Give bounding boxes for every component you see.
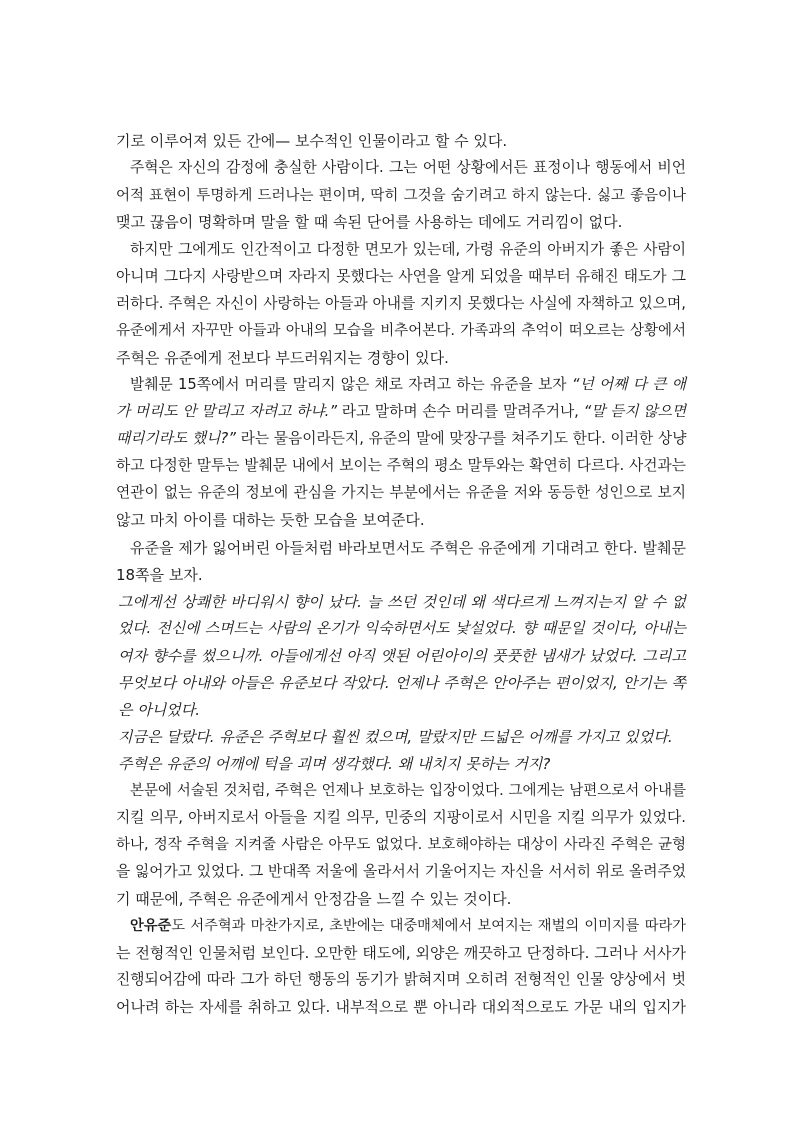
excerpt-line [118, 592, 686, 612]
text-line [116, 997, 686, 1017]
text-run: 기로 이루어져 있든 간에— 보수적인 인물이라고 할 수 있다. [116, 132, 508, 150]
text-line [130, 158, 686, 178]
text-run: 지금은 달랐다. 유준은 주혁보다 훨씬 컸으며, 말랐지만 드넓은 어깨를 가지고 있었다. [118, 728, 673, 746]
text-run: 어나려 하는 자세를 취하고 있다. 내부적으로 뿐 아니라 대외적으로도 가문 내의 입지가 [116, 998, 686, 1016]
text-run: 본문에 서술된 것처럼, 주혁은 언제나 보호하는 입장이었다. 그에게는 남편으로서 아내를 [130, 783, 686, 799]
text-run: 18쪽을 보자. [116, 566, 203, 584]
text-line [116, 835, 686, 855]
excerpt-line [118, 754, 686, 774]
text-line [130, 538, 686, 558]
text-run: 않고 마치 아이를 대하는 듯한 모습을 보여준다. [116, 511, 425, 529]
text-line [116, 808, 686, 828]
text-run: 발췌문 15쪽에서 머리를 말리지 않은 채로 자려고 하는 유준을 보자 [130, 376, 572, 393]
text-line [116, 456, 686, 476]
text-run: 어적 표현이 투명하게 드러나는 편이며, 딱히 그것을 숨기려고 하지 않는다. 싫고 좋음이나 [116, 188, 686, 204]
quoted-dialogue: “말 듣지 않으면 [583, 403, 687, 420]
character-name: 안유준 [130, 918, 172, 934]
text-run: 었다. 전신에 스며드는 사람의 온기가 익숙하면서도 낯설었다. 향 때문일 것이다, 아내는 [118, 620, 686, 637]
text-run: 는 전형적인 인물처럼 보인다. 오만한 태도에, 외양은 깨끗하고 단정하다. 그러나 서사가 [116, 944, 686, 962]
text-run: 아니며 그다지 사랑받으며 자라지 못했다는 사연을 알게 되었을 때부터 유해진 태도가 그 [116, 268, 686, 285]
text-run: 주혁은 유준에게 전보다 부드러워지는 경향이 있다. [116, 349, 449, 367]
excerpt-line [118, 646, 686, 666]
text-run: 여자 향수를 썼으니까. 아들에게선 아직 앳된 어린아이의 풋풋한 냄새가 났었다. 그리고 [118, 647, 686, 665]
text-line [116, 970, 686, 990]
text-line [116, 943, 686, 963]
text-run: 연관이 없는 유준의 정보에 관심을 가지는 부분에서는 유준을 저와 동등한 성인으로 보지 [116, 484, 686, 501]
text-line [116, 267, 686, 287]
text-line [116, 510, 686, 530]
text-line [116, 321, 686, 341]
text-line [116, 889, 686, 909]
text-line [116, 862, 686, 882]
text-line [130, 375, 686, 395]
quoted-dialogue: 때리기라도 했니?” [116, 430, 236, 447]
excerpt-line [118, 700, 686, 720]
text-line [116, 294, 686, 314]
text-run: 맺고 끊음이 명확하며 말을 할 때 속된 단어를 사용하는 데에도 거리낌이 없다. [116, 213, 623, 231]
excerpt-line [118, 673, 686, 693]
text-run: 러하다. 주혁은 자신이 사랑하는 아들과 아내를 지키지 못했다는 사실에 자책하고 있으며, [116, 295, 686, 312]
text-line [116, 565, 686, 585]
text-run: 주혁은 자신의 감정에 충실한 사람이다. 그는 어떤 상황에서든 표정이나 행동에서 비언 [130, 159, 686, 176]
text-run: 기 때문에, 주혁은 유준에게서 안정감을 느낄 수 있는 것이다. [116, 890, 512, 908]
text-line [116, 131, 686, 151]
quoted-dialogue: “넌 어째 다 큰 애 [571, 376, 686, 393]
text-run: 그에게선 상쾌한 바디워시 향이 났다. 늘 쓰던 것인데 왜 색다르게 느껴지는지 알 수 없 [118, 593, 686, 611]
text-run: 무엇보다 아내와 아들은 유준보다 작았다. 언제나 주혁은 안아주는 편이었지, 안기는 쪽 [118, 674, 686, 692]
quoted-dialogue: 가 머리도 안 말리고 자려고 하냐.” [116, 403, 338, 420]
text-run: 을 잃어가고 있었다. 그 반대쪽 저울에 올라서서 기울어지는 자신을 서서히 위로 올려주었 [116, 863, 686, 880]
text-run: 라는 물음이라든지, 유준의 말에 맞장구를 쳐주기도 한다. 이러한 상냥 [235, 430, 687, 447]
text-line [116, 483, 686, 503]
text-run: 도 서주혁과 마찬가지로, 초반에는 대중매체에서 보여지는 재벌의 이미지를 따라가 [171, 918, 686, 934]
text-line [116, 186, 686, 206]
text-line [116, 212, 686, 232]
excerpt-line [118, 727, 686, 747]
text-line [116, 429, 686, 449]
text-run: 은 아니었다. [118, 701, 200, 719]
text-run: 하고 다정한 말투는 발췌문 내에서 보이는 주혁의 평소 말투와는 확연히 다르다. 사건과는 [116, 457, 686, 474]
text-line [130, 781, 686, 801]
text-line [116, 402, 686, 422]
text-run: 지킬 의무, 아버지로서 아들을 지킬 의무, 민중의 지팡이로서 시민을 지킬 의무가 있었다. [116, 809, 686, 826]
text-run: 진행되어감에 따라 그가 하던 행동의 동기가 밝혀지며 오히려 전형적인 인물 양상에서 벗 [116, 971, 686, 988]
text-run: 하나, 정작 주혁을 지켜줄 사람은 아무도 없었다. 보호해야하는 대상이 사라진 주혁은 균형 [116, 837, 686, 853]
text-run: 주혁은 유준의 어깨에 턱을 괴며 생각했다. 왜 내치지 못하는 거지? [118, 755, 551, 773]
text-line [130, 240, 686, 260]
text-run: 유준을 제가 잃어버린 아들처럼 바라보면서도 주혁은 유준에게 기대려고 한다. 발췌문 [130, 539, 686, 557]
excerpt-line [118, 619, 686, 639]
text-line [130, 916, 686, 936]
text-run: 유준에게서 자꾸만 아들과 아내의 모습을 비추어본다. 가족과의 추억이 떠오르는 상황에서 [116, 323, 686, 339]
text-line [116, 348, 686, 368]
text-run: 하지만 그에게도 인간적이고 다정한 면모가 있는데, 가령 유준의 아버지가 좋은 사람이 [130, 241, 686, 258]
text-run: 라고 말하며 손수 머리를 말려주거나, [337, 403, 584, 420]
